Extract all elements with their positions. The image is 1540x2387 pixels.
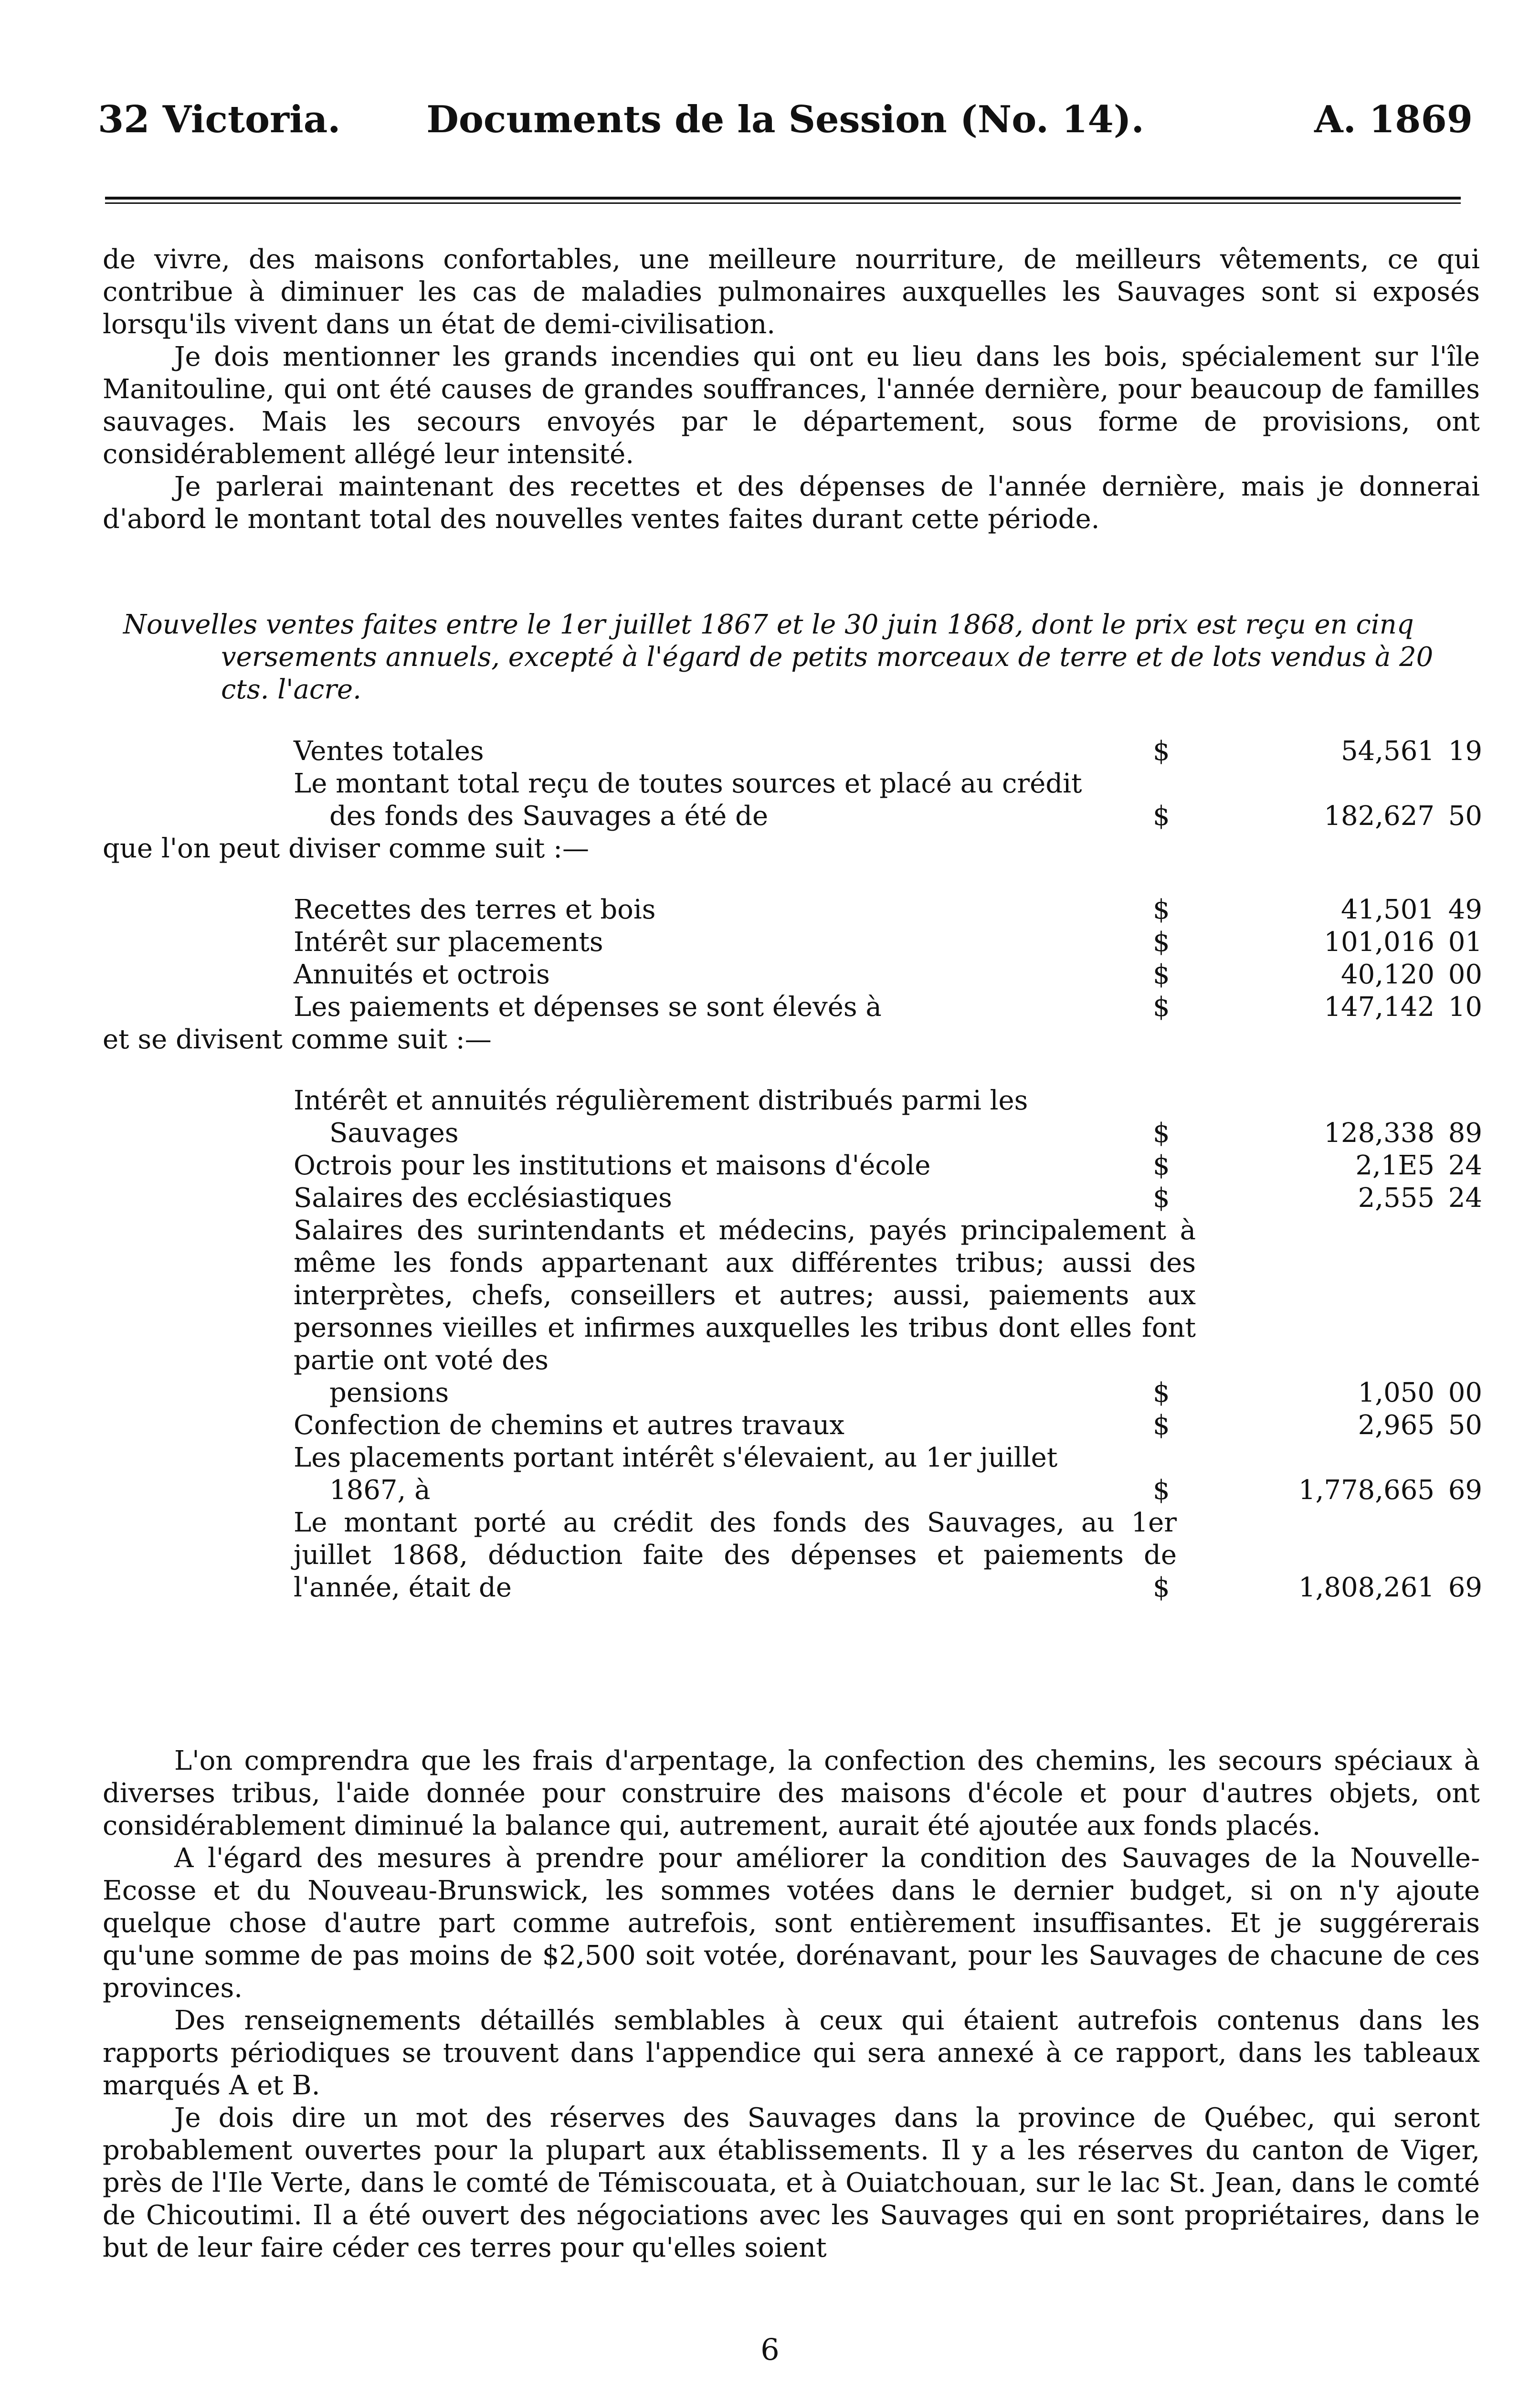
intro-paragraph-1: de vivre, des maisons confortables, une meilleure nourriture, de meilleurs vêtements, ce qui contribue à diminuer les cas de maladies pulmonaires auxquelles les Sauvages sont si exposés lorsqu'ils vivent dans un état de demi-civilisation. xyxy=(103,244,1480,340)
ledger-dollar: $ xyxy=(1153,1183,1170,1214)
ledger-amount: 41,501 xyxy=(1341,894,1435,925)
ledger-dollar: $ xyxy=(1153,1377,1170,1408)
ledger-dollar: $ xyxy=(1153,736,1170,767)
ledger-row-divisent xyxy=(103,1024,1482,1056)
ledger-row-ecclesiastiques xyxy=(103,1182,1482,1215)
header-document-title: Documents de la Session (No. 14). xyxy=(426,98,1144,141)
ledger-label: Salaires des ecclésiastiques xyxy=(294,1183,672,1214)
ledger-label: Le montant total reçu de toutes sources et placé au crédit xyxy=(294,768,1082,799)
ledger-row-montant-line1 xyxy=(103,768,1482,800)
ledger-cents: 24 xyxy=(1448,1150,1482,1181)
closing-paragraph-1: L'on comprendra que les frais d'arpentage, la confection des chemins, les secours spéciaux à diverses tribus, l'aide donnée pour construire des maisons d'école et pour d'autres objets, ont considérablement diminué la balance qui, autrement, aurait été ajoutée aux fonds placés. xyxy=(103,1745,1480,1841)
ledger-label: que l'on peut diviser comme suit :— xyxy=(103,833,589,864)
header-session-year: 32 Victoria. xyxy=(98,98,341,141)
ledger-cents: 19 xyxy=(1448,736,1482,767)
ledger-row-distrib-line1 xyxy=(103,1085,1482,1117)
ledger-cents: 01 xyxy=(1448,927,1482,958)
financial-ledger xyxy=(103,735,1482,1604)
intro-paragraph-3: Je parlerai maintenant des recettes et des dépenses de l'année dernière, mais je donnerai d'abord le montant total des nouvelles ventes faites durant cette période. xyxy=(103,471,1480,535)
ledger-label: Confection de chemins et autres travaux xyxy=(294,1410,845,1441)
ledger-row-placements-line2 xyxy=(103,1474,1482,1507)
intro-text xyxy=(103,243,1480,536)
ledger-cents: 50 xyxy=(1448,801,1482,832)
ledger-amount: 1,050 xyxy=(1358,1377,1435,1408)
ledger-label: Les placements portant intérêt s'élevaient, au 1er juillet xyxy=(294,1442,1058,1473)
ledger-cents: 10 xyxy=(1448,992,1482,1023)
ledger-cents: 00 xyxy=(1448,959,1482,990)
ledger-amount: 40,120 xyxy=(1341,959,1435,990)
ledger-dollar: $ xyxy=(1153,1410,1170,1441)
ledger-label: Les paiements et dépenses se sont élevés à xyxy=(294,992,882,1023)
ledger-row-octrois xyxy=(103,1150,1482,1182)
ledger-row-chemins xyxy=(103,1409,1482,1442)
running-header xyxy=(98,98,1473,165)
ledger-dollar: $ xyxy=(1153,927,1170,958)
ledger-label: Ventes totales xyxy=(294,736,484,767)
ledger-dollar: $ xyxy=(1153,1572,1170,1603)
ledger-expenses-block xyxy=(103,1085,1482,1604)
ledger-label: Intérêt sur placements xyxy=(294,927,603,958)
ledger-amount: 101,016 xyxy=(1324,927,1435,958)
ledger-row-paiements xyxy=(103,991,1482,1024)
ledger-label: Sauvages xyxy=(329,1118,459,1149)
ledger-amount: 2,555 xyxy=(1358,1183,1435,1214)
ledger-amount: 54,561 xyxy=(1341,736,1435,767)
ledger-row-pensions xyxy=(103,1377,1482,1409)
ledger-dollar: $ xyxy=(1153,959,1170,990)
ledger-label: Intérêt et annuités régulièrement distribués parmi les xyxy=(294,1085,1028,1116)
ledger-cents: 50 xyxy=(1448,1410,1482,1441)
ledger-cents: 69 xyxy=(1448,1475,1482,1506)
ledger-dollar: $ xyxy=(1153,1475,1170,1506)
ledger-label: 1867, à xyxy=(329,1475,431,1506)
ledger-amount: 182,627 xyxy=(1324,801,1435,832)
ledger-dollar: $ xyxy=(1153,894,1170,925)
ledger-row-placements-line1 xyxy=(103,1442,1482,1474)
ledger-amount: 2,1E5 xyxy=(1355,1150,1435,1181)
ledger-dollar: $ xyxy=(1153,801,1170,832)
ledger-label: Octrois pour les institutions et maisons d'école xyxy=(294,1150,931,1181)
closing-paragraph-4: Je dois dire un mot des réserves des Sauvages dans la province de Québec, qui seront probablement ouvertes pour la plupart aux établissements. Il y a les réserves du canton de Viger, près de l'Ile Verte, dans le comté de Témiscouata, et à Ouiatchouan, sur le lac St. Jean, dans le comté de Chicoutimi. Il a été ouvert des négociations avec les Sauvages qui en sont propriétaires, dans le but de leur faire céder ces terres pour qu'elles soient xyxy=(103,2102,1480,2263)
sales-caption-text: Nouvelles ventes faites entre le 1er juillet 1867 et le 30 juin 1868, dont le prix est reçu en cinq versements annuels, excepté à l'égard de petits morceaux de terre et de lots vendus à 20 cts. l'acre. xyxy=(123,609,1434,705)
ledger-surintendants-text: Salaires des surintendants et médecins, payés principalement à même les fonds appartenant aux différentes tribus; aussi des interprètes, chefs, conseillers et autres; aussi, paiements aux personnes vieilles et infirmes auxquelles les tribus dont elles font partie ont voté des xyxy=(294,1215,1196,1376)
intro-paragraph-2: Je dois mentionner les grands incendies qui ont eu lieu dans les bois, spécialement sur l'île Manitouline, qui ont été causes de grandes souffrances, l'année dernière, pour beaucoup de familles sauvages. Mais les secours envoyés par le département, sous forme de provisions, ont considérablement allégé leur intensité. xyxy=(103,341,1480,470)
ledger-amount: 1,808,261 xyxy=(1298,1572,1435,1603)
header-rule-thin xyxy=(105,202,1461,204)
ledger-amount: 2,965 xyxy=(1358,1410,1435,1441)
ledger-cents: 00 xyxy=(1448,1377,1482,1408)
ledger-cents: 24 xyxy=(1448,1183,1482,1214)
ledger-dollar: $ xyxy=(1153,992,1170,1023)
closing-paragraph-3: Des renseignements détaillés semblables à ceux qui étaient autrefois contenus dans les rapports périodiques se trouvent dans l'appendice qui sera annexé à ce rapport, dans les tableaux marqués A et B. xyxy=(103,2005,1480,2101)
ledger-row-credit-total xyxy=(103,1572,1482,1604)
ledger-label: des fonds des Sauvages a été de xyxy=(329,801,769,832)
header-rule-thick xyxy=(105,197,1461,200)
closing-text xyxy=(103,1745,1480,2264)
ledger-amount: 147,142 xyxy=(1324,992,1435,1023)
ledger-cents: 89 xyxy=(1448,1118,1482,1149)
ledger-label: et se divisent comme suit :— xyxy=(103,1024,492,1055)
ledger-row-diviser xyxy=(103,833,1482,865)
page-number: 6 xyxy=(760,2332,780,2367)
ledger-label: Recettes des terres et bois xyxy=(294,894,656,925)
ledger-receipts-block xyxy=(103,894,1482,1056)
header-year: A. 1869 xyxy=(1314,98,1473,141)
ledger-cents: 69 xyxy=(1448,1572,1482,1603)
ledger-amount: 128,338 xyxy=(1324,1118,1435,1149)
ledger-row-recettes xyxy=(103,894,1482,926)
ledger-dollar: $ xyxy=(1153,1118,1170,1149)
ledger-credit-text: Le montant porté au crédit des fonds des Sauvages, au 1er juillet 1868, déduction faite des dépenses et paiements de l'année, était de xyxy=(294,1507,1177,1603)
ledger-row-distrib-line2 xyxy=(103,1117,1482,1150)
ledger-dollar: $ xyxy=(1153,1150,1170,1181)
closing-paragraph-2: A l'égard des mesures à prendre pour améliorer la condition des Sauvages de la Nouvelle-Ecosse et du Nouveau-Brunswick, les sommes votées dans le dernier budget, si on n'y ajoute quelque chose d'autre part comme autrefois, sont entièrement insuffisantes. Et je suggérerais qu'une somme de pas moins de $2,500 soit votée, dorénavant, pour les Sauvages de chacune de ces provinces. xyxy=(103,1843,1480,2004)
ledger-row-interet xyxy=(103,926,1482,959)
sales-caption xyxy=(123,609,1480,706)
ledger-cents: 49 xyxy=(1448,894,1482,925)
ledger-row-montant-line2 xyxy=(103,800,1482,833)
ledger-amount: 1,778,665 xyxy=(1298,1475,1435,1506)
ledger-label: Annuités et octrois xyxy=(294,959,550,990)
ledger-row-ventes xyxy=(103,735,1482,768)
ledger-row-annuites xyxy=(103,959,1482,991)
ledger-label: pensions xyxy=(329,1377,449,1408)
